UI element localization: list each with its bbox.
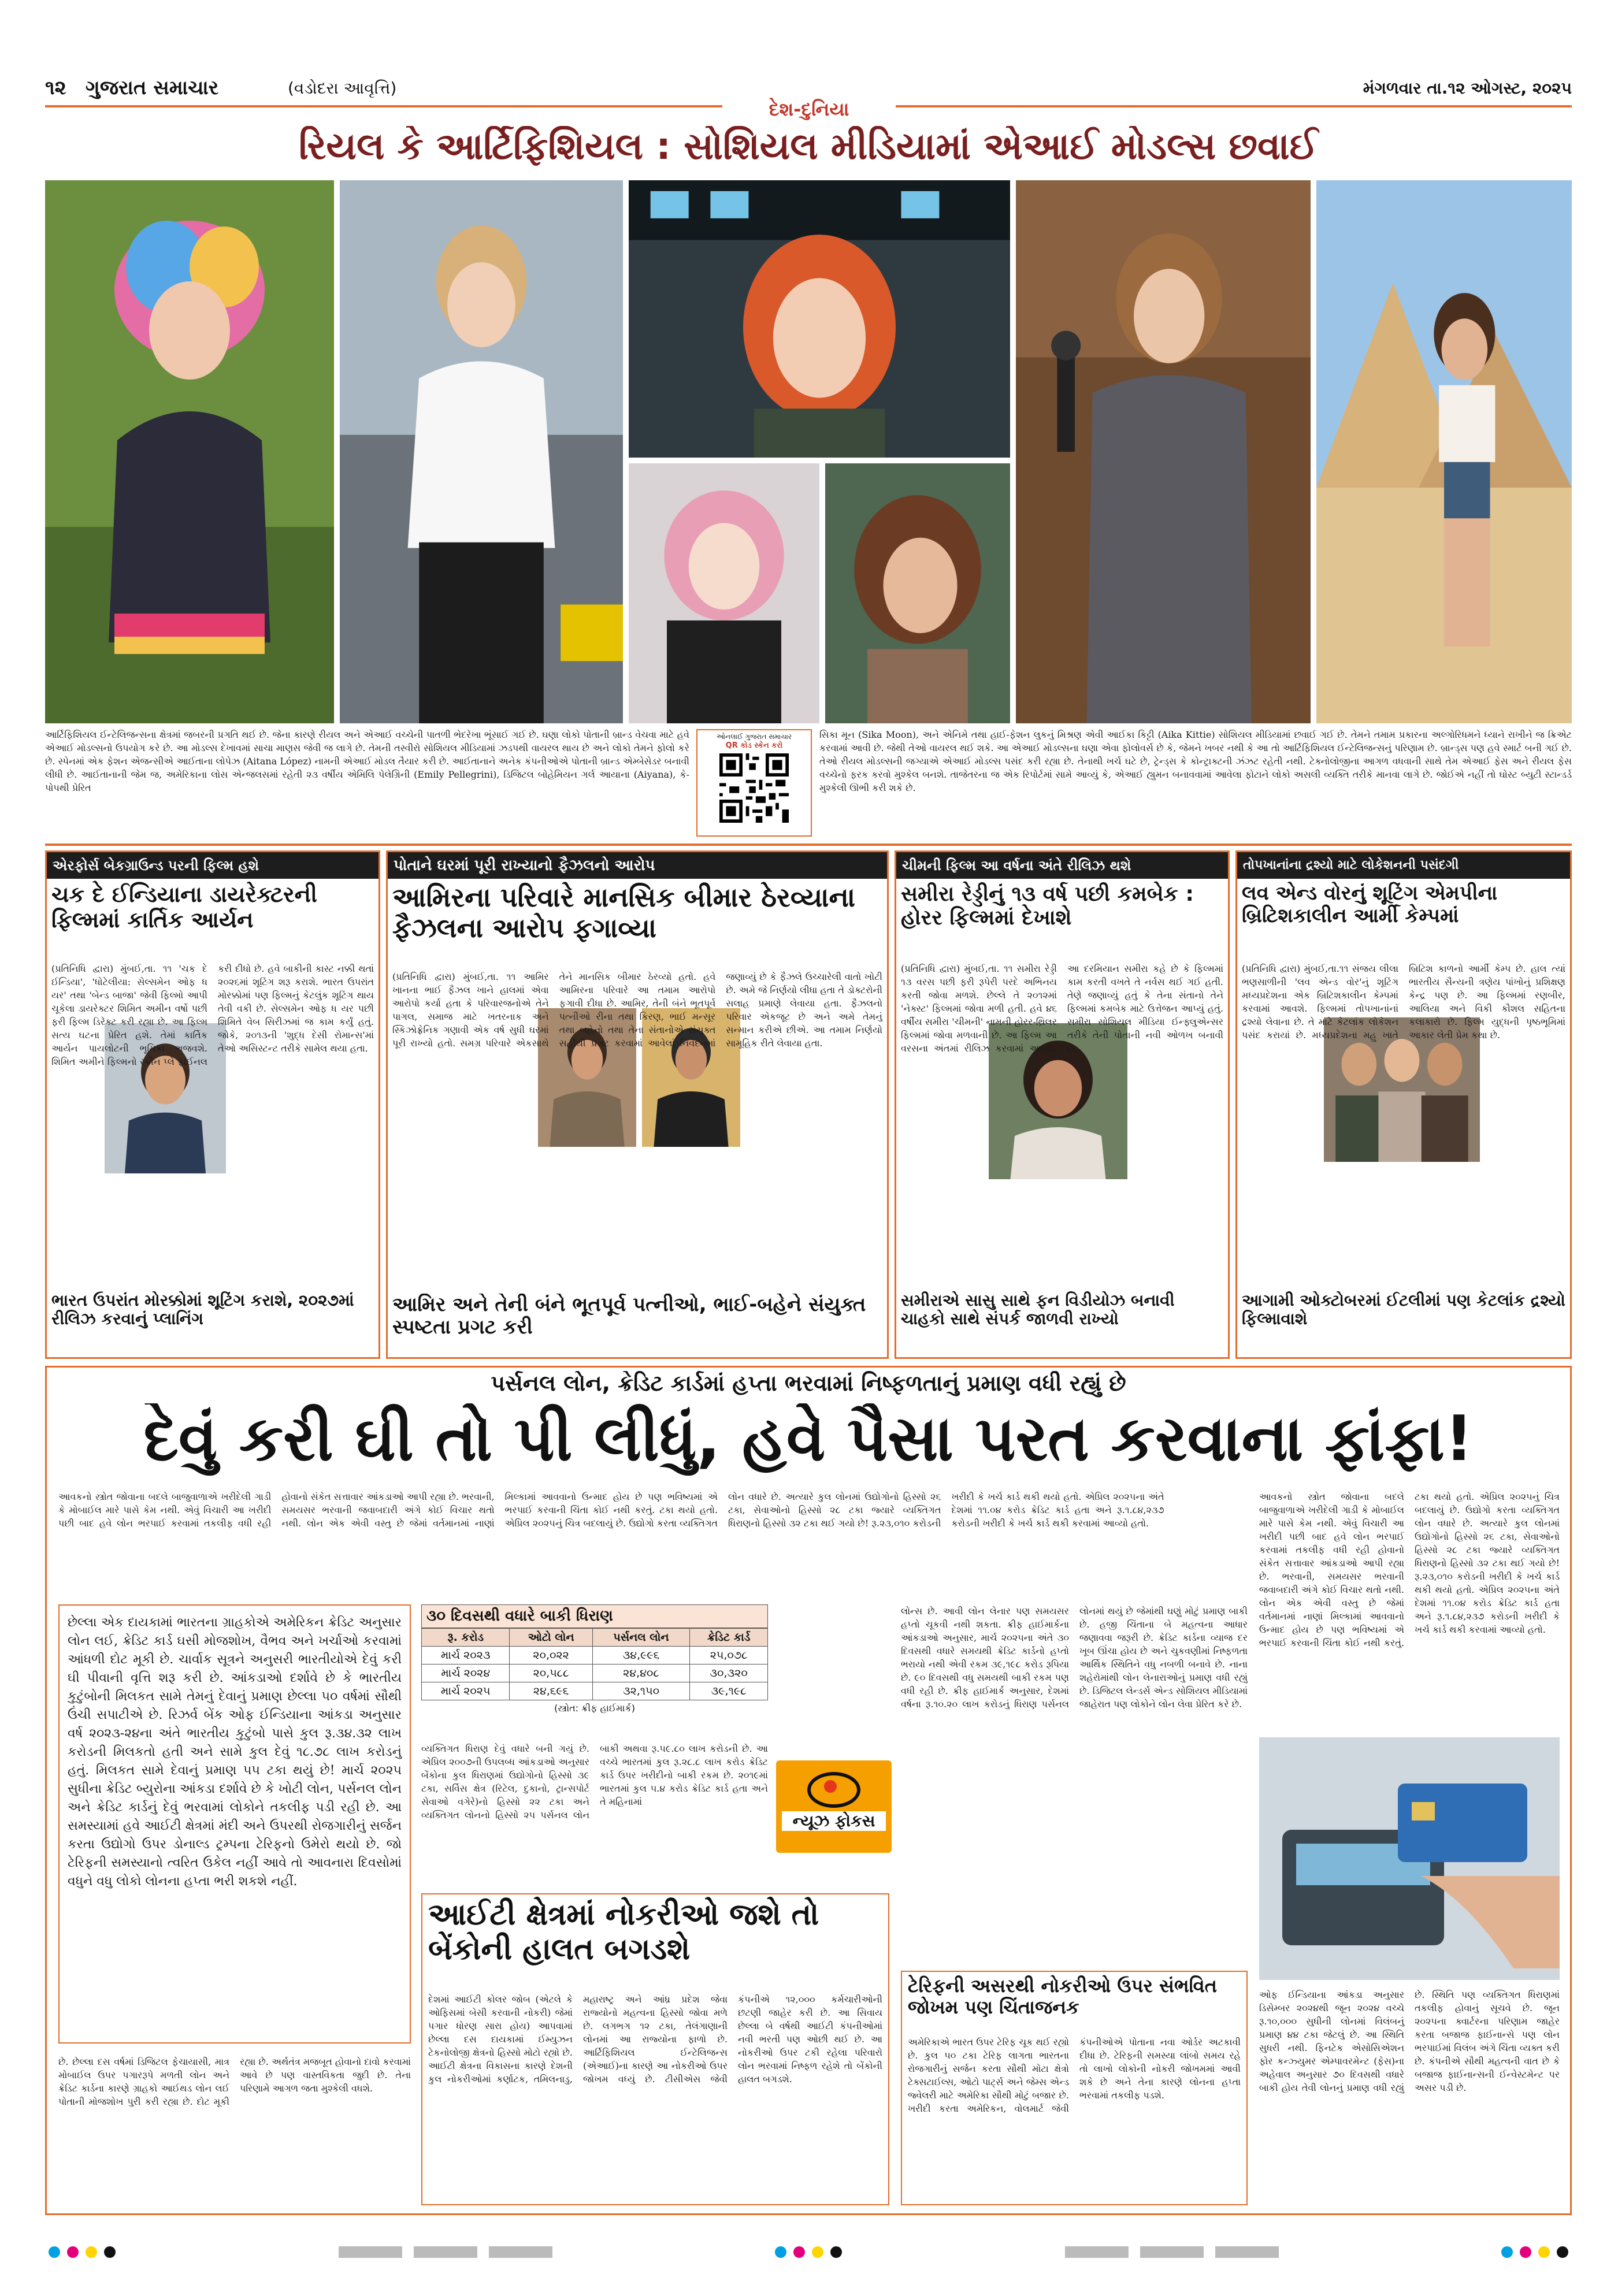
story-sameera-body: (પ્રતિનિધિ દ્વારા) મુંબઈ,તા. ૧૧ સમીરા રેડ્ડી ૧૩ વરસ પછી ફરી રૂપેરી પરદે અભિનય કરતી જોવા મળશે. છેલ્લે તે ૨૦૧૨માં 'નેક્સ્ટ' ફિલ્મમાં જોવા મળી હતી. હવે ૪૬ વર્ષીય સમીરા 'ચીમની' નામની હોરર-થ્રિલર ફિલ્મમાં જોવા મળવાની છે. આ ફિલ્મ આ વરસના અંતમાં રીલિઝ કરવામાં આવશે. આ દરમિયાન સમીરા કહે છે કે ફિલ્મમાં કામ કરતી વખતે તે નર્વસ થઈ ગઈ હતી. તેણે જણાવ્યું હતું કે તેના સંતાનો તેને ફિલ્મમાં કમબેક માટે ઉત્તેજન આપ્યું હતું. સમીરા સોશિયલ મીડિયા ઈન્ફ્લુએન્સર તરીકે તેની પોતાની નવી ઓળખ બનાવી છે. xyxy=(901,963,1223,1054)
table-header: પર્સનલ લોન xyxy=(592,1629,689,1647)
story-love-war xyxy=(1235,850,1572,1359)
debt-far-right-body: આવકનો સ્ત્રોત જોવાના બદલે બાજુવાળાએ ખરીદેલી ગાડી કે મોબાઈલ મારે પાસે કેમ નથી. એવું વિચારી આ ખરીદી પછી બાદ હવે લોન ભરપાઈ કરવામાં તકલીફ વધી રહી હોવાનો સંકેત સત્તાવાર આંકડાઓ આપી રહ્યા છે. ભરવાની, સમયસર ભરવાની જવાબદારી અંગે કોઈ વિચાર થતો નથી. લોન એક એવી વસ્તુ છે જેમાં વર્તમાનમાં નાણાં મિલ્કામાં આવવાનો ઉન્માદ હોય છે પણ ભવિષ્યમાં એ ભરપાઈ કરવાની ચિંતા કોઈ નથી કરતું. ટકા થયો હતો. એપ્રિલ ૨૦૨૫નું ચિત્ર બદલાયું છે. ઉદ્યોગો કરતા વ્યક્તિગત લોન વધારે છે. અત્યારે કુલ લોનમાં ઉદ્યોગોનો હિસ્સો ૨૬ ટકા, સેવાઓનો હિસ્સો ૨૮ ટકા જ્યારે વ્યક્તિગત ધિરાણનો હિસ્સો ૩૨ ટકા થઈ ગયો છે! રૂ.૨૩,૦૧૦ કરોડની ખરીદી કે ખર્ચ કાર્ડ થકી થયો હતો. એપ્રિલ ૨૦૨૫ના અંતે દેશમાં ૧૧.૦૪ કરોડ ક્રેડિટ કાર્ડ હતા અને રૂ.૧.૮૪,૨૩૭ કરોડની ખરીદી કે ખર્ચ કાર્ડ થકી કરવામાં આવ્યો હતો. xyxy=(1259,1491,1560,1648)
color-dots-left xyxy=(45,2246,119,2260)
story-sameera xyxy=(895,850,1230,1359)
paper-name: ગુજરાત સમાચાર xyxy=(86,76,219,99)
debt-kicker: પર્સનલ લોન, ક્રેડિટ કાર્ડમાં હપ્તા ભરવામાં નિષ્ફળતાનું પ્રમાણ વધી રહ્યું છે xyxy=(491,1371,1126,1396)
story-aamir-kicker: પોતાને ઘરમાં પૂરી રાખ્યાનો ફૈઝલનો આરોપ xyxy=(388,852,887,879)
story-love-war-kicker: તોપખાનાંના દ્રશ્યો માટે લોકેશનની પસંદગી xyxy=(1237,852,1570,879)
table-cell: ૨૫,૦૭૮ xyxy=(690,1647,768,1665)
table-cell: ૩૨,૧૫૦ xyxy=(592,1682,689,1700)
it-story xyxy=(421,1893,889,2205)
ai-model-photo-cockpit xyxy=(629,180,1010,458)
table-row xyxy=(422,1665,768,1682)
story-aamir xyxy=(386,850,889,1359)
debt-table-source: (સ્ત્રોત: ક્રીફ હાઈમાર્ક) xyxy=(554,1703,635,1714)
story-sameera-headline: સમીરા રેડ્ડીનું ૧૩ વર્ષ પછી કમબેક : હોરર ફિલ્મમાં દેખાશે xyxy=(901,882,1194,930)
black-dot xyxy=(104,2246,116,2258)
lead-body-right: સિકા મૂન (Sika Moon), અને એનિમે તથા હાઈ-ફેશન લુકનું મિશ્રણ એવી આઈકા કિટ્ટી (Aika Kittie) સોશિયલ મીડિયામાં છવાઈ ગઈ છે. તેમને તમામ પ્રકારના અલ્ગોરિધમને ધ્યાને રાખીને જ ક્રિએટ કરવામાં આવી છે. જેથી તેઓ વાયરલ થઈ શકે. આ એઆઈ મોડલ્સના ઘણા એવા ફોલોવર્સ છે કે, જેમને ખબર નથી કે આ તો આર્ટિફિશિયલ ઈન્ટેલિજન્સનું પરિણામ છે. બ્રાન્ડ્સ પણ હવે સ્માર્ટ બની ગઈ છે. તેઓ રીયલ મોડલ્સની જગ્યાએ એઆઈ મોડલ્સ પસંદ કરી રહ્યા છે. તેનાથી ખર્ચ ઘટે છે, ટ્રેન્ડ્સ કે કોન્ટ્રાક્ટની ઝંઝટ રહેતી નથી. ટેક્નોલોજીના આગળ વધવાની સાથે તેમ એઆઈ ફેસ અને રીયલ ફેસ વચ્ચેનો ફરક કરવો મુશ્કેલ બનશે. તાજેતરના જ એક રિપોર્ટમાં સામે આવ્યું કે, એઆઈ હ્યુમન બનાવવામાં આવેલા ફોટાને લોકો અસલી વ્યક્તિ તરીકે માનવા લાગે છે. જોઈએ નહીં તો ઘોસ્ટ બ્યુટી સ્ટાન્ડર્ડ મુશ્કેલી ઊભી કરી શકે છે. xyxy=(819,729,1572,793)
black-dot xyxy=(1557,2246,1568,2258)
news-focus-logo xyxy=(776,1760,892,1853)
grey-bar xyxy=(1215,2246,1279,2258)
grey-bar xyxy=(1140,2246,1204,2258)
debt-top-body: આવકનો સ્ત્રોત જોવાના બદલે બાજુવાળાએ ખરીદેલી ગાડી કે મોબાઈલ મારે પાસે કેમ નથી. એવું વિચારી આ ખરીદી પછી બાદ હવે લોન ભરપાઈ કરવામાં તકલીફ વધી રહી હોવાનો સંકેત સત્તાવાર આંકડાઓ આપી રહ્યા છે. ભરવાની, સમયસર ભરવાની જવાબદારી અંગે કોઈ વિચાર થતો નથી. લોન એક એવી વસ્તુ છે જેમાં વર્તમાનમાં નાણાં મિલ્કામાં આવવાનો ઉન્માદ હોય છે પણ ભવિષ્યમાં એ ભરપાઈ કરવાની ચિંતા કોઈ નથી કરતું. ટકા થયો હતો. એપ્રિલ ૨૦૨૫નું ચિત્ર બદલાયું છે. ઉદ્યોગો કરતા વ્યક્તિગત લોન વધારે છે. અત્યારે કુલ લોનમાં ઉદ્યોગોનો હિસ્સો ૨૬ ટકા, સેવાઓનો હિસ્સો ૨૮ ટકા જ્યારે વ્યક્તિગત ધિરાણનો હિસ્સો ૩૨ ટકા થઈ ગયો છે! રૂ.૨૩,૦૧૦ કરોડની ખરીદી કે ખર્ચ કાર્ડ થકી થયો હતો. એપ્રિલ ૨૦૨૫ના અંતે દેશમાં ૧૧.૦૪ કરોડ ક્રેડિટ કાર્ડ હતા અને રૂ.૧.૮૪,૨૩૭ કરોડની ખરીદી કે ખર્ચ કાર્ડ થકી કરવામાં આવ્યો હતો. xyxy=(58,1491,1164,1529)
yellow-dot xyxy=(1538,2246,1550,2258)
magenta-dot xyxy=(793,2246,805,2258)
table-row xyxy=(422,1647,768,1665)
story-love-war-body: (પ્રતિનિધિ દ્વારા) મુંબઈ,તા.૧૧ સંજય લીલા ભણસાળીની 'લવ એન્ડ વોર'નું શૂટિંગ મધ્યપ્રદેશના એક બ્રિટિશકાલીન કેમ્પમાં કરવામાં આવશે. ફિલ્મમાં તોપખાનાંનાં દ્રશ્યો લેવાના છે. તે માટે કેટલાંક લોકેશન પસંદ કરાયાં છે. મધ્યપ્રદેશના મહુ ખાતે બ્રિટિશ કાળનો આર્મી કેમ્પ છે. હાલ ત્યાં ભારતીય સૈન્યની ત્રણેય પાંખોનું પ્રશિક્ષણ કેન્દ્ર પણ છે. આ ફિલ્મમાં રણબીર, આલિયા અને વિકી કૌશલ સહિતના કલાકારો છે. ફિલ્મ યુદ્ધની પૃષ્ઠભૂમિમાં આકાર લેતી પ્રેમ કથા છે. xyxy=(1242,963,1565,1041)
edition: (વડોદરા આવૃત્તિ) xyxy=(288,79,397,98)
tariff-headline: ટેરિફની અસરથી નોકરીઓ ઉપર સંભવિત જોખમ પણ ચિંતાજનક xyxy=(908,1975,1217,2018)
debt-right-body: લોન્સ છે. આવી લોન લેનાર પણ સમયસર હપ્તો ચૂકવી નથી શકતા. ક્રીફ હાઈમાર્કના આંકડાઓ અનુસાર, માર્ચ ૨૦૨૫ના અંતે ૩૦ દિવસથી વધારે સમયથી ક્રેડિટ કાર્ડનો હપ્તો ભરાયો નથી એવી રકમ ૩૯,૧૯૮ કરોડ રૂપિયા છે. ૯૦ દિવસથી વધુ સમયથી બાકી રકમ પણ વધી રહી છે. ક્રીફ હાઈમાર્ક અનુસાર, દેશમાં વર્ષના રૂ.૧૦.૨૦ લાખ કરોડનું ધિરાણ પર્સનલ લોનમાં થયું છે જેમાંથી ઘણું મોટું પ્રમાણ બાકી છે. હજી ચિંતાના બે મહત્વના આધાર જણાવવા જરૂરી છે. ક્રેડિટ કાર્ડના વ્યાજ દર ખૂબ ઊંચા હોય છે અને ચુકવણીમાં નિષ્ફળતા આર્થિક સ્થિતિને વધુ નબળી બનાવે છે. નાના શહેરોમાંથી લોન લેનારાઓનું પ્રમાણ વધી રહ્યું છે. ડિજિટલ લેન્ડર્સ એન્ડ સોશિયલ મીડિયામાં જાહેરાત પણ લોકોને લોન લેવા પ્રેરિત કરે છે. xyxy=(901,1606,1248,1710)
it-side-body: છે. છેલ્લા દસ વર્ષમાં ડિજિટલ ફેચાયાસી, માત્ર મોબાઈલ ઉપર પગારરૂપે મળતી લોન અને ક્રેડિટ કાર્ડના કારણે ગ્રાહકો આઈથડ લોન લઈ પોતાની મોજશોખ પુરી કરી રહ્યા છે. દોટ મૂકી રહ્યા છે. અર્થતંત્ર મજબૂત હોવાનો દાવો કરવામાં આવે છે પણ વાસ્તવિકતા જુદી છે. તેના પરિણામે આગળ જતા મુશ્કેલી વધશે. xyxy=(58,2056,411,2107)
black-dot xyxy=(830,2246,842,2258)
debt-feature xyxy=(45,1366,1572,2215)
credit-card-photo xyxy=(1259,1737,1560,1980)
eye-icon xyxy=(807,1772,860,1808)
it-body: દેશમાં આઈટી કોલર જોબ (એટલે કે ઓફિસમાં બેસી કરવાની નોકરી) જેમાં પગાર ધોરણ સારા હોય) આપવામાં છેલ્લા દસ દાયકામાં ઈમ્યુઝન ટેકનોલોજી ક્ષેત્રનો હિસ્સો મોટો રહ્યો છે. આઈટી ક્ષેત્રના વિકાસના કારણે દેશની કુલ નોકરીઓમાં કર્ણાટક, તમિલનાડુ, મહારાષ્ટ્ર અને આંધ્ર પ્રદેશ જેવા રાજ્યોનો મહત્વના હિસ્સો જોવા મળે છે. લગભગ ૧૨ ટકા, તેલંગાણાની લોનમાં આ રાજ્યોના ફાળો છે. આર્ટિફિશિયલ ઈન્ટેલિજન્સ (એઆઈ)ના કારણે આ નોકરીઓ ઉપર જોખમ વધ્યું છે. ટીસીએસ જેવી કંપનીએ ૧૨,૦૦૦ કર્મચારીઓની છટણી જાહેર કરી છે. આ સિવાય છેલ્લા બે વર્ષથી આઈટી કંપનીઓમાં નવી ભરતી પણ ઓછી થઈ છે. આ નોકરીઓ ઉપર ટકી રહેલા પરિવારો લોન ભરવામાં નિષ્ફળ રહેશે તો બેંકોની હાલત બગડશે. xyxy=(428,1994,882,2085)
story-sameera-kicker: ચીમની ફિલ્મ આ વર્ષના અંતે રીલિઝ થશે xyxy=(896,852,1228,879)
story-kartik-footline: ભારત ઉપરાંત મોરક્કોમાં શૂટિંગ કરાશે, ૨૦૨૭માં રીલિઝ કરવાનું પ્લાનિંગ xyxy=(51,1291,354,1329)
lead-body-left: આર્ટિફિશિયલ ઈન્ટેલિજન્સના ક્ષેત્રમાં જબરની પ્રગતિ થઈ છે. જેના કારણે રીયલ અને એઆઈ વચ્ચેની પાતળી ભેદરેખા ભૂંસાઈ ગઈ છે. ઘણા લોકો પોતાની બ્રાન્ડ વેચવા માટે હવે એઆઈ મોડલ્સનો ઉપયોગ કરે છે. આ મોડલ્સ દેખાવમાં સાચા માણસ જેવી જ લાગે છે. તેમની તસ્વીરો સોશિયલ મીડિયામાં ઝડપથી વાયરલ થાય છે અને લોકો તેમને ફોલો કરે છે. સ્પેનમાં એક ફેશન એજન્સીએ આઈતાના લોપેઝ (Aitana López) નામની એઆઈ મોડલ તૈયાર કરી છે. આઈતાનાને અનેક કંપનીઓએ પોતાની બ્રાન્ડ એમ્બેસેડર બનાવી લીધી છે. આઈતાનાની જેમ જ, અમેરિકાના લોસ એન્જલસમાં રહેતી ૨૩ વર્ષીય એમિલિ પેલેગ્રિની (Emily Pellegrini), ડિજિટલ બોહેમિયન ગર્લ આયાના (Aiyana), કે-પોપથી પ્રેરિત xyxy=(45,729,689,793)
table-cell: ૩૯,૧૯૮ xyxy=(690,1682,768,1700)
story-kartik-headline: ચક દે ઈન્ડિયાના ડાયરેક્ટરની ફિલ્મમાં કાર્તિક આર્યન xyxy=(51,882,317,932)
table-cell: ૨૦,૦૨૨ xyxy=(510,1647,592,1665)
debt-mid-body: વ્યક્તિગત ધિરાણ દેવું વધારે બની ગયું છે. એપ્રિલ ૨૦૦૭ની ઉપલબ્ધ આંકડાઓ અનુસાર બેંકોના કુલ ધિરાણમાં ઉદ્યોગોનો હિસ્સો ૩૯ ટકા, સર્વિસ ક્ષેત્ર (રિટેલ, દુકાનો, ટ્રાન્સપોર્ટ સેવાઓ વગેરે)નો હિસ્સો ૨૨ ટકા અને વ્યક્તિગત લોનનો હિસ્સો ૨૫ પર્સનલ લોન બાકી અથવા રૂ.૫૯.૮૦ લાખ કરોડની છે. આ વચ્ચે ભારતમાં કુલ રૂ.૨૮.૮ લાખ કરોડ ક્રેડિટ કાર્ડ ઉપર ખરીદીનો બાકી રકમ છે. ૨૦૧૯માં ભારતમાં કુલ ૫.૪ કરોડ ક્રેડિટ કાર્ડ હતા અને તે મહિનામાં xyxy=(421,1743,768,1821)
grey-bar xyxy=(414,2246,477,2258)
yellow-dot xyxy=(86,2246,97,2258)
table-cell: માર્ચ ૨૦૨૫ xyxy=(422,1682,510,1700)
issue-date: મંગળવાર તા.૧૨ ઓગસ્ટ, ૨૦૨૫ xyxy=(1363,79,1572,98)
it-headline: આઈટી ક્ષેત્રમાં નોકરીઓ જશે તો બેંકોની હાલત બગડશે xyxy=(428,1897,819,1967)
table-cell: માર્ચ ૨૦૨૪ xyxy=(422,1665,510,1682)
table-row xyxy=(422,1682,768,1700)
color-dots-center xyxy=(771,2246,845,2260)
cyan-dot xyxy=(1501,2246,1513,2258)
section-label: દેશ-દુનિયા xyxy=(722,98,896,124)
story-love-war-footline: આગામી ઓક્ટોબરમાં ઈટલીમાં પણ કેટલાંક દ્રશ્યો ફિલ્માવાશે xyxy=(1242,1291,1565,1329)
lead-headline: રિયલ કે આર્ટિફિશિયલ : સોશિયલ મીડિયામાં એઆઈ મોડલ્સ છવાઈ xyxy=(299,126,1318,168)
registration-marks xyxy=(45,2242,1572,2265)
grey-bar xyxy=(489,2246,552,2258)
table-cell: ૩૦,૩૨૦ xyxy=(690,1665,768,1682)
grey-bar xyxy=(339,2246,402,2258)
ai-model-photo-pyramids xyxy=(1316,180,1572,723)
page-number: ૧૨ xyxy=(45,76,66,99)
table-cell: ૨૪,૬૯૬ xyxy=(510,1682,592,1700)
story-aamir-headline: આમિરના પરિવારે માનસિક બીમાર ઠેરવ્યાના ફૈઝલના આરોપ ફગાવ્યા xyxy=(392,882,855,943)
color-dots-right xyxy=(1498,2246,1572,2260)
qr-box[interactable] xyxy=(696,729,812,837)
news-focus-label: ન્યૂઝ ફોકસ xyxy=(782,1811,886,1831)
table-cell: માર્ચ ૨૦૨૩ xyxy=(422,1647,510,1665)
section-divider xyxy=(45,844,1572,846)
yellow-dot xyxy=(812,2246,823,2258)
story-kartik-kicker: એરફોર્સ બેકગ્રાઉન્ડ પરની ફિલ્મ હશે xyxy=(47,852,378,879)
story-aamir-body: (પ્રતિનિધિ દ્વારા) મુંબઈ,તા. ૧૧ આમિર ખાનના ભાઈ ફૈઝલ ખાને હાલમાં એવા આરોપો કર્યા હતા કે પરિવારજનોએ તેને પાગલ, સમાજ માટે ખતરનાક અને સ્કિઝોફ્રેનિક ગણાવી એક વર્ષ સુધી ઘરમાં પૂરી રાખ્યો હતો. સમગ્ર પરિવારે એકસાથે તેને માનસિક બીમાર ઠેરવ્યો હતો. હવે આમિરના પરિવારે આ તમામ આરોપો ફગાવી દીધા છે. આમિર, તેની બંને ભૂતપૂર્વ પત્નીઓ રીના તથા કિરણ, ભાઈ મન્સૂર તથા બહેનો તથા તેના સંતાનોએ સંયુક્ત સહીથી પ્રગટ કરવામાં આવેલાં નિવેદનમાં જણાવ્યું છે કે ફૈઝલે ઉચ્ચારેલી વાતો ખોટી છે. અમે જે નિર્ણયો લીધા હતા તે ડોક્ટરોની સલાહ પ્રમાણે લેવાયા હતા. ફૈઝલનો પરિવાર એકજૂટ છે અને અમે તેમનું સન્માન કરીએ છીએ. આ તમામ નિર્ણયો સામૂહિક રીતે લેવાયા હતા. xyxy=(392,971,882,1049)
story-love-war-headline: લવ એન્ડ વોરનું શૂટિંગ એમપીના બ્રિટિશકાલીન આર્મી કેમ્પમાં xyxy=(1242,882,1498,928)
debt-table-block xyxy=(421,1604,768,1732)
qr-title: ઓનલાઈ ગુજરાત સમાચાર xyxy=(716,733,792,741)
story-sameera-footline: સમીરાએ સાસુ સાથે ફન વિડીયોઝ બનાવી ચાહકો સાથે સંપર્ક જાળવી રાખ્યો xyxy=(901,1291,1175,1329)
table-cell: ૨૦,૫૮૮ xyxy=(510,1665,592,1682)
ai-model-photo-white-shirt xyxy=(340,180,623,723)
debt-table xyxy=(421,1628,768,1700)
ai-model-photo-pink-hair xyxy=(629,463,819,723)
magenta-dot xyxy=(67,2246,79,2258)
table-cell: ૨૪,૪૦૮ xyxy=(592,1665,689,1682)
ai-model-photo-rainbow-hair xyxy=(45,180,334,723)
color-bars xyxy=(1059,2246,1285,2260)
debt-headline: દેવું કરી ઘી તો પી લીધું, હવે પૈસા પરત કરવાના ફાંફા! xyxy=(143,1403,1474,1475)
ai-model-photo-microphone xyxy=(1016,180,1311,723)
ai-model-photo-curly-hair xyxy=(825,463,1010,723)
tariff-story xyxy=(901,1971,1248,2205)
magenta-dot xyxy=(1520,2246,1531,2258)
table-header: ઓટો લોન xyxy=(510,1629,592,1647)
qr-subtitle: QR કોડ સ્કેન કરો xyxy=(725,741,783,750)
table-header: રૂ. કરોડ xyxy=(422,1629,510,1647)
color-bars xyxy=(333,2246,558,2260)
table-header: ક્રેડિટ કાર્ડ xyxy=(690,1629,768,1647)
story-aamir-footline: આમિર અને તેની બંને ભૂતપૂર્વ પત્નીઓ, ભાઈ-બહેને સંયુક્ત સ્પષ્ટતા પ્રગટ કરી xyxy=(392,1294,866,1339)
debt-intro-box xyxy=(58,1604,411,2044)
cyan-dot xyxy=(775,2246,786,2258)
table-cell: ૩૪,૯૯૬ xyxy=(592,1647,689,1665)
story-kartik-body: (પ્રતિનિધિ દ્વારા) મુંબઈ,તા. ૧૧ 'ચક દે ઈન્ડિયા', 'ધોટેલીયા: સેલ્સમેન ઓફ ધ યર' તથા 'બેન્ડ બાજા' જેવી ફિલ્મો આપી ચૂકેલા ડાયરેક્ટર શિમિત અમીન વર્ષો પછી ફરી ફિલ્મ ડિરેક્ટ કરી રહ્યા છે. આ ફિલ્મ સત્ય ઘટના પ્રેરિત હશે. તેમાં કાર્તિક આર્યન પાયલોટની ભૂમિકા ભજવશે. શિમિત અમીને ફિલ્મનો સ્ક્રીન પ્લે ફાઈનલ કરી દીધો છે. હવે બાકીની કાસ્ટ નક્કી થતાં ૨૦૨૬માં શૂટિંગ શરૂ કરાશે. ભારત ઉપરાંત મોરક્કોમાં પણ ફિલ્મનું કેટલુંક શૂટિંગ થાય તેવી વકી છે. સેલ્સમેન ઓફ ધ યર પછી શિમિતે વેબ સિરીઝમાં જ કામ કર્યું હતું. જોકે, ૨૦૧૩ની 'શુદ્ધ દેસી રોમાન્સ'માં તેઓ અસિસ્ટન્ટ તરીકે સામેલ થયા હતા. xyxy=(51,963,374,1067)
grey-bar xyxy=(1065,2246,1129,2258)
cyan-dot xyxy=(49,2246,60,2258)
tariff-right-body: ઓફ ઈન્ડિયાના આંકડા અનુસાર ડિસેમ્બર ૨૦૨૪થી જૂન ૨૦૨૪ વચ્ચે રૂ.૧૦,૦૦૦ સુધીની લોનમાં વિલંબનું પ્રમાણ ૪૪ ટકા જેટલું છે. આ સ્થિતિ સુધરી નથી. ફિનટેક એસોસિએશન ફોર કન્ઝ્યુમર એમ્પાવરમેન્ટ (ફેસ)ના અહેવાલ અનુસાર ૭૦ દિવસથી વધારે બાકી હોય તેવી લોનનું પ્રમાણ વધી રહ્યું છે. સ્થિતિ પણ વ્યક્તિગત ધિરાણમાં તકલીફ હોવાનું સૂચવે છે. જૂન ૨૦૨૫ના ક્વાર્ટરના પરિણામ જાહેર કરતા બજાજ ફાઈનાન્સે પણ લોન ભરપાઈમાં વિલંબ અંગે ચિંતા વ્યક્ત કરી છે. કંપનીએ સૌથી મહત્વની વાત છે કે બજાજ ફાઈનાન્સની ઈન્વેસ્ટમેન્ટ પર અસર પડી છે. xyxy=(1259,1989,1560,2093)
qr-code-icon[interactable] xyxy=(719,753,789,823)
story-kartik xyxy=(45,850,380,1359)
debt-table-title: ૩૦ દિવસથી વધારે બાકી ધિરાણ xyxy=(421,1604,768,1628)
tariff-body: અમેરિકાએ ભારત ઉપર ટેરિફ ચૂક થઈ રહ્યો છે. કુલ ૫૦ ટકા ટેરિફ લાગતા ભારતના રોજગારીનું સર્જન કરતા સૌથી મોટા ક્ષેત્રો ટેક્સટાઈલ્સ, ઓટો પાર્ટ્સ અને જેમ્સ એન્ડ જ્વેલરી માટે અમેરિકા સૌથી મોટું બજાર છે. ખરીદી કરતા અમેરિકન, વોલમાર્ટ જેવી કંપનીઓએ પોતાના નવા ઓર્ડર અટકાવી દીધા છે. ટેરિફની સમસ્યા લાંબો સમય રહે તો લાખો લોકોની નોકરી જોખમમાં આવી શકે છે અને તેના કારણે લોનના હપ્તા ભરવામાં તકલીફ પડશે. xyxy=(908,2037,1241,2114)
debt-intro-body: છેલ્લા એક દાયકામાં ભારતના ગ્રાહકોએ અમેરિકન ક્રેડિટ અનુસાર લોન લઈ, ક્રેડિટ કાર્ડ ઘસી મોજશોખ, વૈભવ અને ખર્ચાઓ કરવામાં આંધળી દોટ મૂકી છે. ચાર્વાક સૂત્રને અનુસરી ભારતીયોએ દેવું કરી ઘી પીવાની વૃત્તિ શરૂ કરી છે. આંકડાઓ દર્શાવે છે કે ભારતીય કુટુંબોની મિલકત સામે તેમનું દેવાનું પ્રમાણ છેલ્લા ૫૦ વર્ષમાં સૌથી ઉંચી સપાટીએ છે. રિઝર્વ બેંક ઓફ ઈન્ડિયાના આંકડા અનુસાર વર્ષ ૨૦૨૩-૨૪ના અંતે ભારતીય કુટુંબો પાસે કુલ રૂ.૩૪.૩૨ લાખ કરોડની મિલકતો હતી અને સામે કુલ દેવું ૧૮.૭૮ લાખ કરોડનું હતું. મિલકત સામે દેવાનું પ્રમાણ ૫૫ ટકા થયું છે! માર્ચ ૨૦૨૫ સુધીના ક્રેડિટ બ્યુરોના આંકડા દર્શાવે છે કે ખોટી લોન, પર્સનલ લોન અને ક્રેડિટ કાર્ડનું દેવું ભરવામાં લોકોને તકલીફ પડી રહી છે. આ સમસ્યામાં હવે આઈટી ક્ષેત્રમાં મંદી અને ઉપરથી રોજગારીનું સર્જન કરતા ઉદ્યોગો ઉપર ડોનાલ્ડ ટ્રમ્પના ટેરિફનો ઉમેરો થયો છે. જો ટેરિફની સમસ્યાનો ત્વરિત ઉકેલ નહીં આવે તો આવનારા દિવસોમાં વધુને વધુ લોકો લોનના હપ્તા ભરી શકશે નહીં. xyxy=(68,1615,402,1889)
